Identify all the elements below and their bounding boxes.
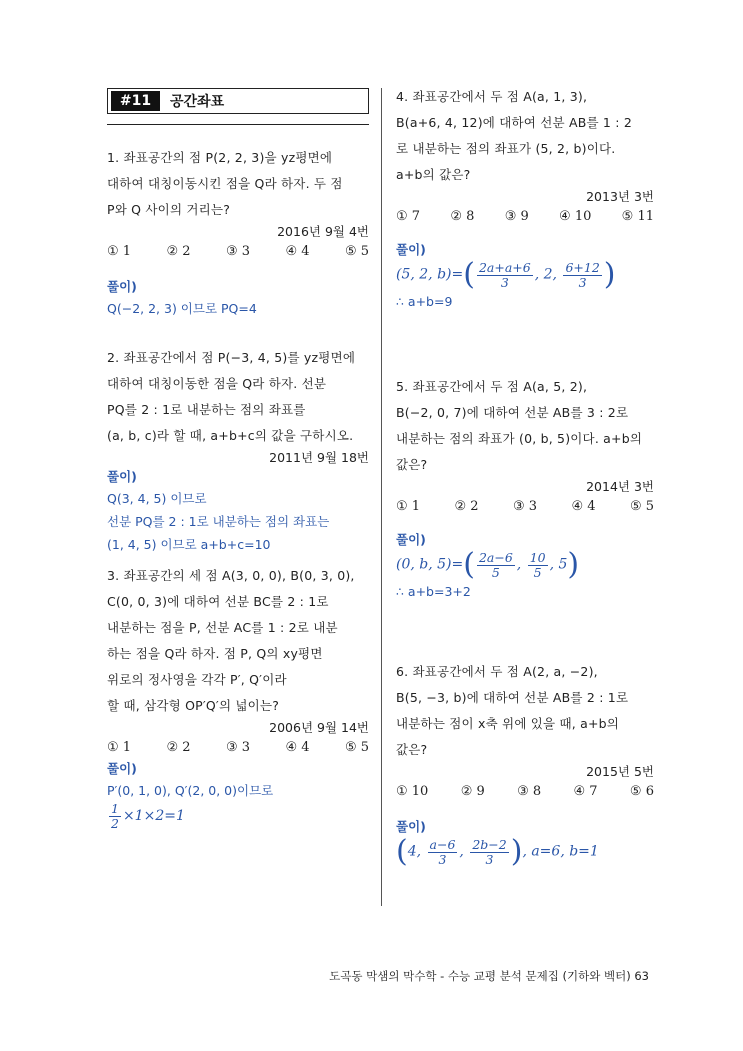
left-paren: ( (463, 547, 475, 582)
solution-label: 풀이) (107, 469, 137, 484)
question-text-line: 6. 좌표공간에서 두 점 A(2, a, −2), (396, 664, 598, 679)
question-text-line: B(5, −3, b)에 대하여 선분 AB를 2 : 1로 (396, 690, 629, 705)
question-text-line: 내분하는 점의 좌표가 (0, b, 5)이다. a+b의 (396, 431, 643, 446)
question-text-line: 대하여 대칭이동시킨 점을 Q라 하자. 두 점 (107, 176, 343, 191)
solution-line (396, 257, 654, 292)
choice[interactable]: ① 1 (107, 740, 132, 755)
right-paren: ) (603, 257, 616, 292)
fraction-denominator: 2 (111, 816, 119, 831)
section-header (107, 88, 369, 114)
question-5 (396, 374, 654, 603)
fraction-denominator: 3 (578, 274, 587, 290)
solution-label: 풀이) (107, 761, 137, 776)
choice[interactable]: ③ 3 (225, 244, 251, 259)
column-divider (381, 88, 382, 906)
left-paren: ( (396, 834, 408, 869)
question-text-line: (a, b, c)라 할 때, a+b+c의 값을 구하시오. (107, 428, 354, 443)
choice[interactable]: ④ 10 (559, 209, 592, 224)
question-text-line: 1. 좌표공간의 점 P(2, 2, 3)을 yz평면에 (107, 150, 333, 165)
solution-line: 선분 PQ를 2 : 1로 내분하는 점의 좌표는 (107, 514, 330, 529)
choice[interactable]: ① 7 (396, 209, 421, 224)
fraction-numerator: 1 (111, 801, 119, 816)
question-text-line: 내분하는 점이 x축 위에 있을 때, a+b의 (396, 716, 620, 731)
question-text-line: 위로의 정사영을 각각 P′, Q′이라 (107, 672, 287, 687)
fraction-denominator: 5 (533, 564, 542, 580)
solution-line: (1, 4, 5) 이므로 a+b+c=10 (107, 537, 271, 552)
question-text-line: PQ를 2 : 1로 내분하는 점의 좌표를 (107, 402, 306, 417)
solution-line: ∴ a+b=3+2 (396, 584, 471, 599)
solution-expression: , 5 (549, 556, 568, 573)
solution-expression: , (516, 556, 526, 573)
right-paren: ) (510, 834, 523, 869)
solution-label: 풀이) (396, 242, 426, 257)
fraction-denominator: 3 (438, 851, 447, 867)
fraction-numerator: a−6 (429, 836, 456, 852)
choice[interactable]: ② 2 (454, 499, 479, 514)
question-text-line: 값은? (396, 457, 428, 472)
question-text-line: 할 때, 삼각형 OP′Q′의 넓이는? (107, 698, 280, 713)
question-text-line: P와 Q 사이의 거리는? (107, 202, 231, 217)
page-footer: 도곡동 막샘의 막수학 - 수능 교평 분석 문제집 (기하와 벡터) 63 (329, 969, 649, 983)
left-paren: ( (463, 257, 475, 292)
choice[interactable]: ① 1 (396, 499, 421, 514)
solution-expression: , (459, 843, 469, 860)
choice[interactable]: ② 2 (166, 244, 191, 259)
question-source: 2006년 9월 14번 (269, 720, 369, 735)
choice[interactable]: ⑤ 11 (621, 209, 654, 224)
fraction-denominator: 3 (485, 851, 494, 867)
fraction (470, 838, 508, 867)
question-text-line: a+b의 값은? (396, 167, 471, 182)
fraction (563, 261, 601, 290)
choice[interactable]: ③ 3 (512, 499, 538, 514)
solution-expression: , 2, (534, 266, 562, 283)
choice[interactable]: ⑤ 6 (629, 784, 654, 799)
question-text-line: B(−2, 0, 7)에 대하여 선분 AB를 3 : 2로 (396, 405, 629, 420)
solution-expression: (5, 2, b)= (396, 266, 464, 283)
fraction-numerator: 6+12 (565, 259, 600, 275)
fraction-numerator: 2b−2 (472, 836, 507, 852)
choice[interactable]: ② 2 (166, 740, 191, 755)
fraction-numerator: 2a−6 (478, 549, 513, 565)
solution-line (396, 834, 654, 869)
question-1 (107, 145, 369, 320)
solution-line: Q(3, 4, 5) 이므로 (107, 491, 207, 506)
fraction (477, 551, 515, 580)
solution-line: ∴ a+b=9 (396, 294, 453, 309)
question-text-line: 3. 좌표공간의 세 점 A(3, 0, 0), B(0, 3, 0), (107, 568, 355, 583)
fraction (528, 551, 548, 580)
answer-choices (396, 781, 654, 803)
solution-label: 풀이) (107, 279, 137, 294)
choice[interactable]: ③ 9 (504, 209, 529, 224)
question-text-line: 내분하는 점을 P, 선분 AC를 1 : 2로 내분 (107, 620, 338, 635)
solution-line (107, 802, 369, 831)
choice[interactable]: ① 1 (107, 244, 132, 259)
fraction-denominator: 5 (491, 564, 500, 580)
question-text-line: 하는 점을 Q라 하자. 점 P, Q의 xy평면 (107, 646, 323, 661)
question-text-line: C(0, 0, 3)에 대하여 선분 BC를 2 : 1로 (107, 594, 329, 609)
question-text-line: 대하여 대칭이동한 점을 Q라 하자. 선분 (107, 376, 327, 391)
choice[interactable]: ② 8 (450, 209, 475, 224)
choice[interactable]: ② 9 (460, 784, 485, 799)
right-paren: ) (567, 547, 580, 582)
solution-expression: 4, (407, 843, 426, 860)
choice[interactable]: ④ 4 (571, 499, 596, 514)
question-text-line: 값은? (396, 742, 428, 757)
question-source: 2013년 3번 (586, 189, 654, 204)
question-text-line: 2. 좌표공간에서 점 P(−3, 4, 5)를 yz평면에 (107, 350, 356, 365)
header-rule (107, 124, 369, 125)
section-title: 공간좌표 (170, 94, 225, 110)
solution-line: P′(0, 1, 0), Q′(2, 0, 0)이므로 (107, 783, 274, 798)
choice[interactable]: ④ 4 (285, 740, 310, 755)
solution-expression: ×1×2=1 (122, 808, 185, 824)
solution-line (396, 547, 654, 582)
question-source: 2015년 5번 (586, 764, 654, 779)
fraction-denominator: 3 (500, 274, 509, 290)
answer-choices (107, 241, 369, 263)
choice[interactable]: ③ 8 (517, 784, 542, 799)
answer-choices (107, 737, 369, 759)
choice[interactable]: ⑤ 5 (344, 740, 369, 755)
fraction-numerator: 10 (529, 549, 546, 565)
question-4 (396, 84, 654, 313)
fraction (428, 838, 458, 867)
section-number: #11 (111, 91, 160, 111)
question-source: 2014년 3번 (586, 479, 654, 494)
choice[interactable]: ① 10 (396, 784, 429, 799)
question-source: 2011년 9월 18번 (269, 450, 369, 465)
solution-expression: (0, b, 5)= (396, 556, 464, 573)
choice[interactable]: ⑤ 5 (629, 499, 654, 514)
fraction-numerator: 2a+a+6 (478, 259, 531, 275)
question-text-line: 로 내분하는 점의 좌표가 (5, 2, b)이다. (396, 141, 616, 156)
question-source: 2016년 9월 4번 (277, 224, 369, 239)
answer-choices (396, 206, 654, 228)
solution-label: 풀이) (396, 532, 426, 547)
fraction (109, 802, 121, 831)
question-text-line: 4. 좌표공간에서 두 점 A(a, 1, 3), (396, 89, 588, 104)
choice[interactable]: ⑤ 5 (344, 244, 369, 259)
solution-label: 풀이) (396, 819, 426, 834)
answer-choices (396, 496, 654, 518)
question-text-line: 5. 좌표공간에서 두 점 A(a, 5, 2), (396, 379, 588, 394)
solution-expression: , a=6, b=1 (522, 843, 599, 860)
choice[interactable]: ④ 4 (285, 244, 310, 259)
question-2 (107, 345, 369, 556)
question-text-line: B(a+6, 4, 12)에 대하여 선분 AB를 1 : 2 (396, 115, 632, 130)
solution-line: Q(−2, 2, 3) 이므로 PQ=4 (107, 301, 257, 316)
question-3 (107, 563, 369, 831)
choice[interactable]: ④ 7 (573, 784, 598, 799)
choice[interactable]: ③ 3 (225, 740, 251, 755)
question-6 (396, 659, 654, 867)
fraction (477, 261, 533, 290)
